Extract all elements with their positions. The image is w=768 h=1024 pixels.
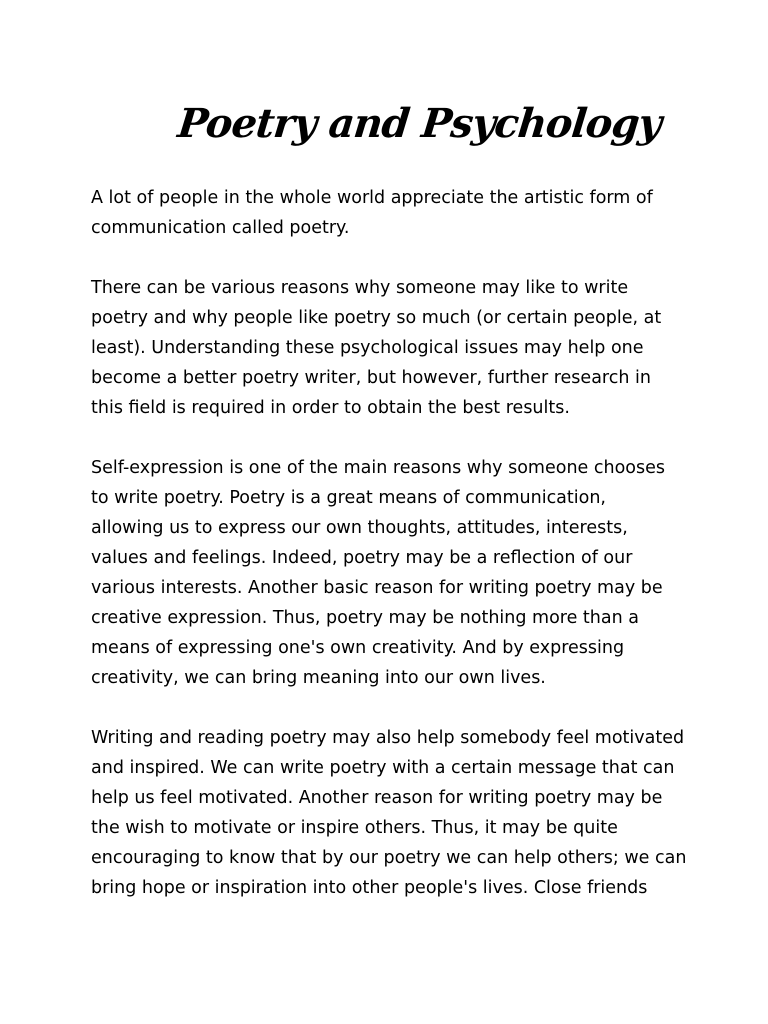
text-line: A lot of people in the whole world appreciate the artistic form of bbox=[91, 188, 653, 208]
text-line: creative expression. Thus, poetry may be nothing more than a bbox=[91, 608, 639, 628]
text-line: creativity, we can bring meaning into our own lives. bbox=[91, 668, 546, 688]
document-body bbox=[91, 183, 691, 933]
text-line: encouraging to know that by our poetry we can help others; we can bbox=[91, 848, 687, 868]
text-line: poetry and why people like poetry so much (or certain people, at bbox=[91, 308, 662, 328]
text-line: various interests. Another basic reason for writing poetry may be bbox=[91, 578, 663, 598]
text-line: to write poetry. Poetry is a great means of communication, bbox=[91, 488, 606, 508]
text-line: values and feelings. Indeed, poetry may be a reflection of our bbox=[91, 548, 633, 568]
paragraph bbox=[91, 273, 691, 423]
paragraph bbox=[91, 723, 691, 903]
text-line: this field is required in order to obtain the best results. bbox=[91, 398, 570, 418]
text-line: communication called poetry. bbox=[91, 218, 350, 238]
text-line: means of expressing one's own creativity. And by expressing bbox=[91, 638, 625, 658]
text-line: least). Understanding these psychological issues may help one bbox=[91, 338, 644, 358]
text-line: bring hope or inspiration into other people's lives. Close friends bbox=[91, 878, 648, 898]
paragraph bbox=[91, 453, 691, 693]
text-line: and inspired. We can write poetry with a certain message that can bbox=[91, 758, 675, 778]
text-line: become a better poetry writer, but however, further research in bbox=[91, 368, 651, 388]
text-line: help us feel motivated. Another reason for writing poetry may be bbox=[91, 788, 663, 808]
document-title: Poetry and Psychology bbox=[175, 100, 664, 147]
text-line: There can be various reasons why someone may like to write bbox=[91, 278, 629, 298]
text-line: Writing and reading poetry may also help somebody feel motivated bbox=[91, 728, 685, 748]
paragraph bbox=[91, 183, 691, 243]
text-line: the wish to motivate or inspire others. Thus, it may be quite bbox=[91, 818, 618, 838]
text-line: Self-expression is one of the main reasons why someone chooses bbox=[91, 458, 665, 478]
text-line: allowing us to express our own thoughts, attitudes, interests, bbox=[91, 518, 628, 538]
